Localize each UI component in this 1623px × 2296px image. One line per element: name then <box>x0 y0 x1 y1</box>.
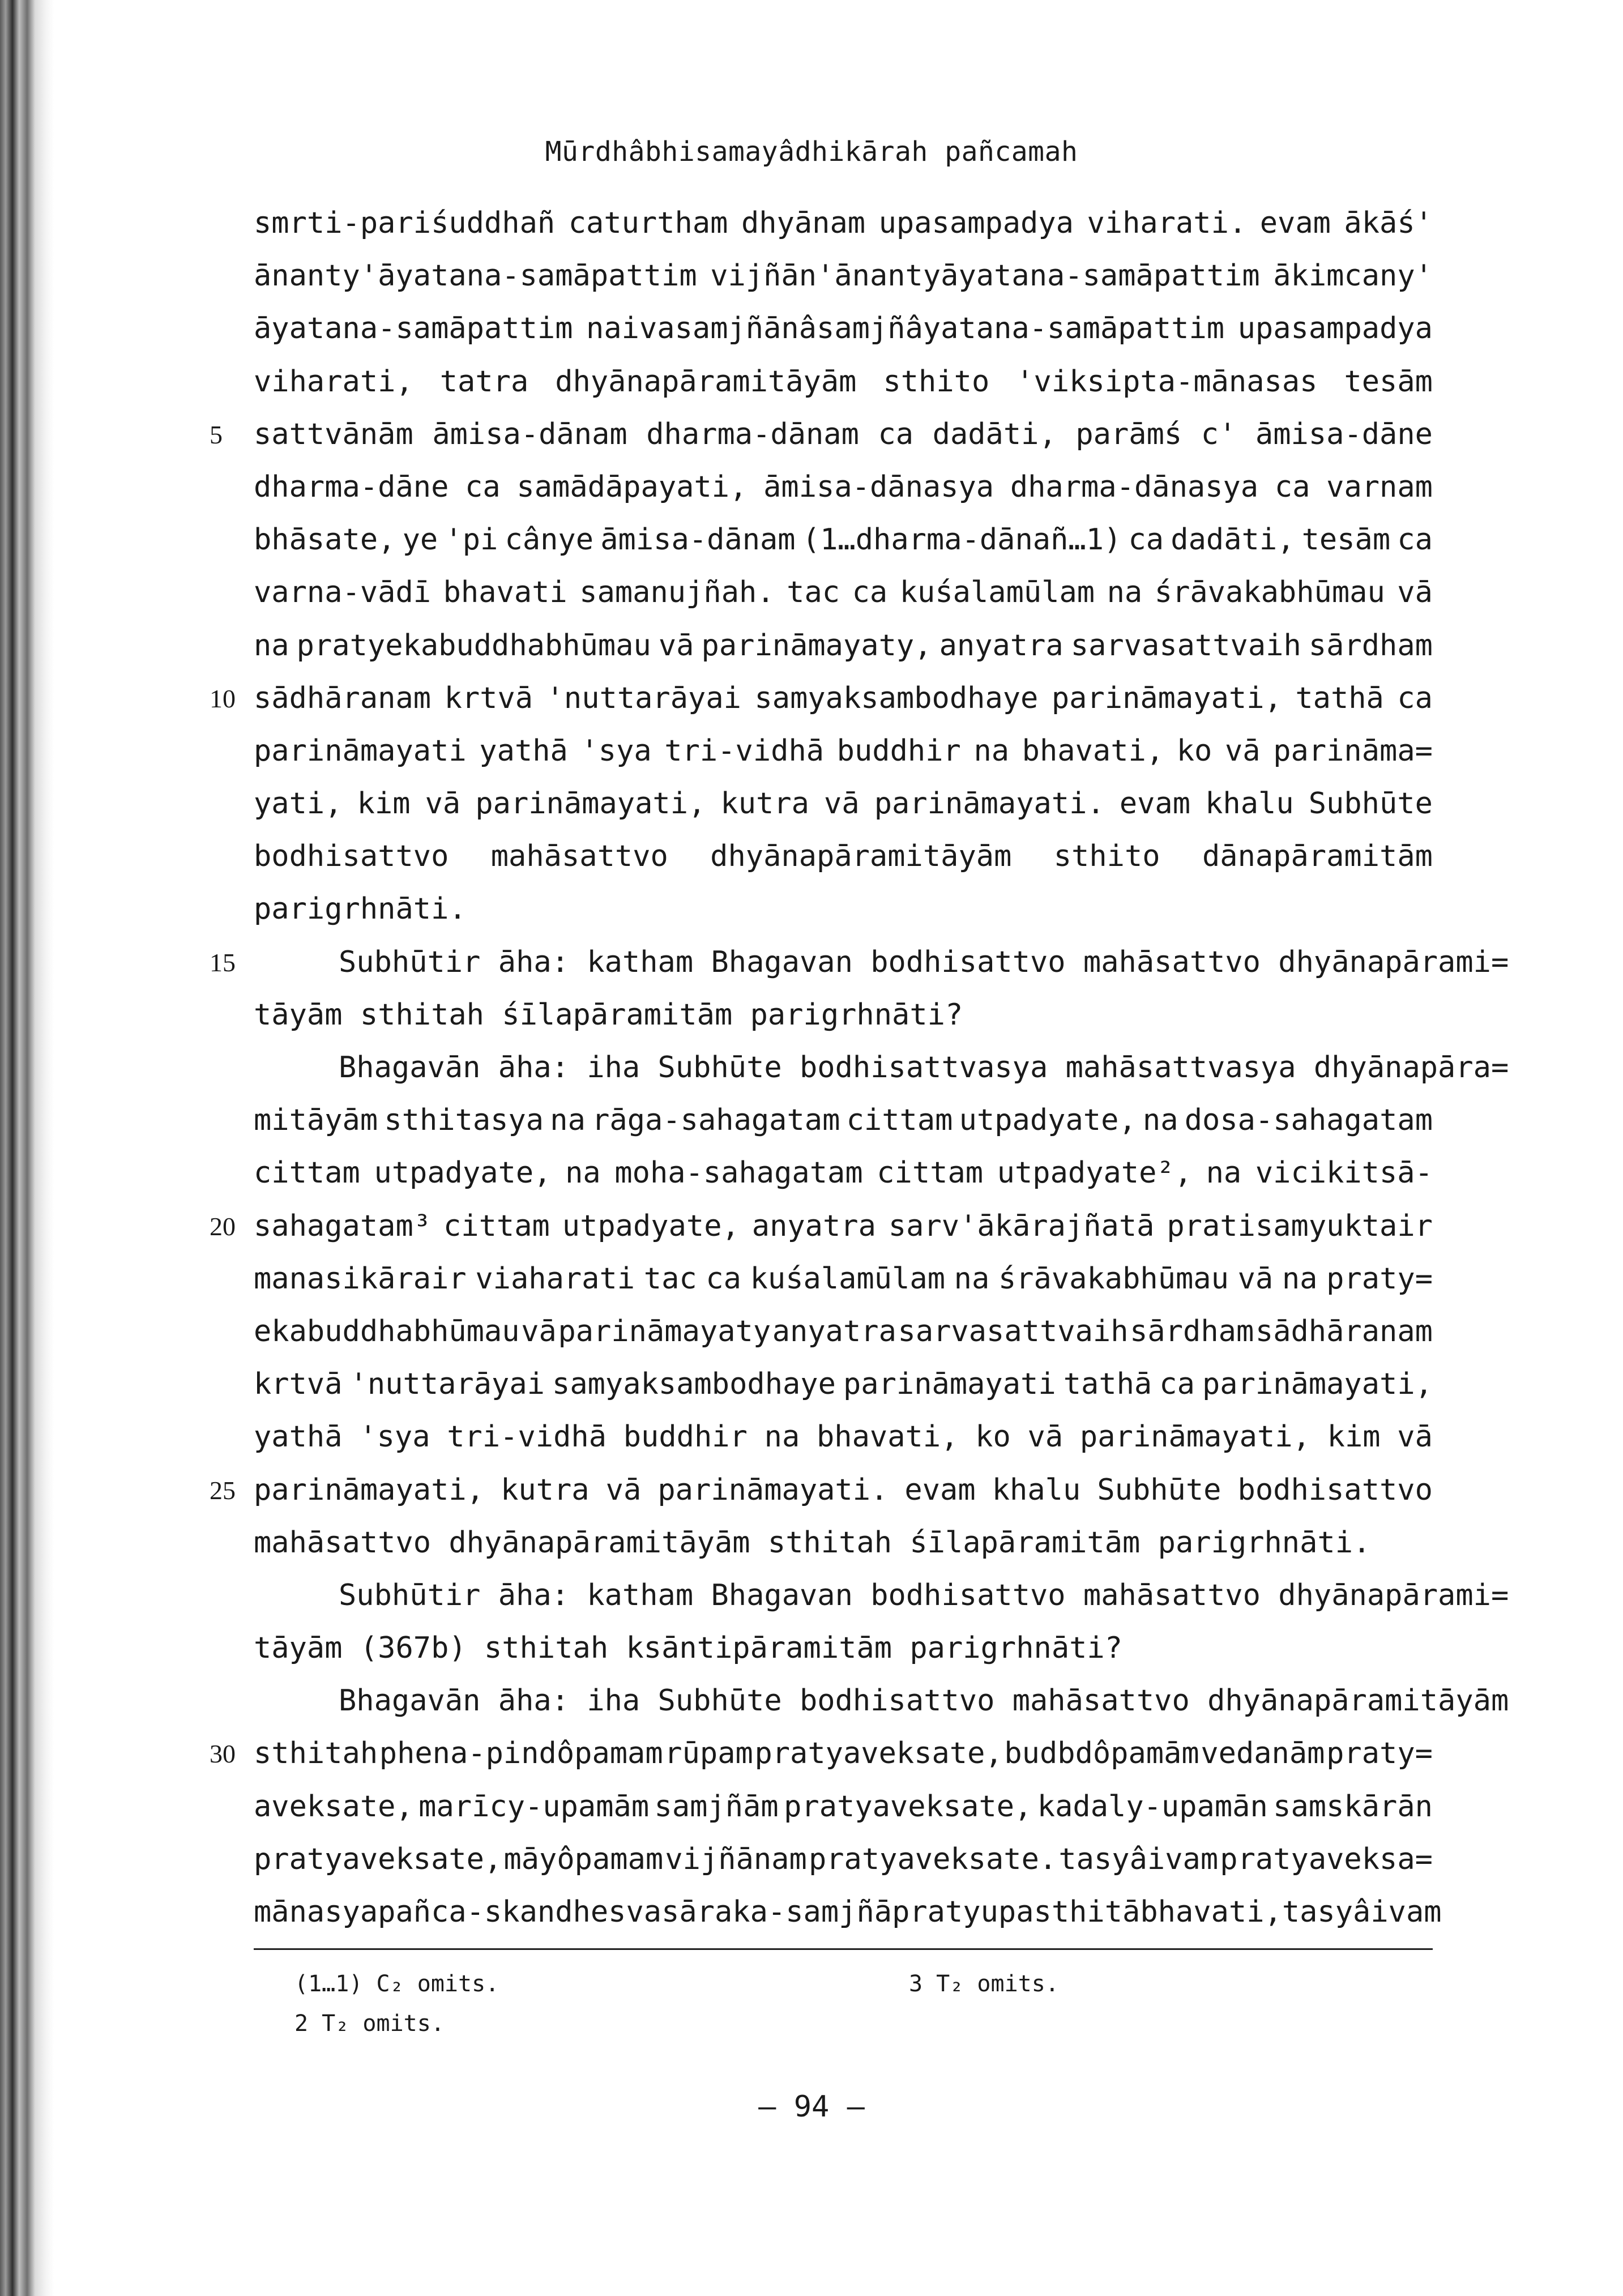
word: vijñān'ānantyāyatana-samāpattim <box>710 259 1260 293</box>
word: parigrhnāti. <box>1158 1525 1371 1560</box>
word: iha <box>587 1684 658 1718</box>
word: Subhūte <box>1097 1473 1221 1507</box>
word: dosa-sahagatam <box>1184 1103 1433 1138</box>
word: samādāpayati, <box>516 470 748 504</box>
word: evam <box>904 1473 976 1507</box>
word: māyôpamam <box>503 1842 664 1876</box>
word: phena-pindôpamam <box>379 1736 663 1771</box>
text-line <box>254 620 1433 672</box>
text-line <box>254 250 1433 302</box>
word: parigrhnāti? <box>909 1631 1123 1666</box>
word: vā <box>824 787 860 821</box>
text-line <box>254 883 1433 936</box>
word: sthitah <box>254 1736 378 1771</box>
body-text <box>210 197 1509 1939</box>
word: ca <box>706 1261 741 1296</box>
word: āyatana-samāpattim <box>254 311 573 346</box>
word: tac <box>643 1261 697 1296</box>
word: vā <box>1224 733 1261 768</box>
footnote-row <box>294 2004 1314 2043</box>
word: utpadyate, <box>959 1103 1137 1138</box>
word: pratyaveksate. <box>808 1842 1057 1876</box>
word: pratyaveksa= <box>1220 1842 1433 1876</box>
word: śrāvakabhūmau <box>998 1261 1229 1296</box>
word: mānasya <box>254 1895 378 1929</box>
word: manasikārair <box>254 1261 467 1296</box>
word: āha: <box>498 1684 587 1718</box>
word: Subhūtir <box>339 945 498 979</box>
word: Subhūte <box>657 1051 800 1085</box>
word: ksāntipāramitām <box>626 1631 910 1666</box>
word: evam <box>1259 206 1331 240</box>
word: pratyupasthitā <box>892 1895 1141 1929</box>
word: dhyānapāramitāyām <box>449 1525 768 1560</box>
word: Subhūte <box>1308 787 1433 821</box>
word: sthitah <box>360 997 502 1032</box>
word: c' <box>1201 417 1237 451</box>
word: sādhāranam <box>254 681 432 715</box>
text-line <box>254 1886 1442 1939</box>
word: tri-vidhā <box>447 1420 607 1454</box>
word: na <box>565 1156 601 1190</box>
word: pratyaveksate, <box>254 1842 502 1876</box>
text-line <box>254 1253 1433 1305</box>
word: ekabuddhabhūmau <box>254 1314 520 1348</box>
text-line <box>254 461 1433 514</box>
word: pratisamyuktair <box>1167 1209 1433 1243</box>
word: parināmayati, <box>1051 681 1282 715</box>
word: parigrhnāti. <box>254 892 467 927</box>
word: dharma-dānam <box>646 417 859 451</box>
word: 'nuttarāyai <box>349 1367 545 1402</box>
word: naivasamjñānâsamjñâyatana-samāpattim <box>586 311 1225 346</box>
word: pratyekabuddhabhūmau <box>296 628 651 663</box>
word: yathā <box>479 733 568 768</box>
word: sthitah <box>484 1631 626 1666</box>
word: bodhisattvo <box>254 839 449 874</box>
word: Bhagavān <box>339 1051 498 1085</box>
word: parināmayati, <box>1079 1420 1310 1454</box>
text-line <box>254 778 1433 830</box>
word: na <box>1282 1261 1318 1296</box>
text-line <box>254 1042 1509 1094</box>
word: krtvā <box>444 681 533 715</box>
word: na <box>973 733 1010 768</box>
word: rāga-sahagatam <box>592 1103 840 1138</box>
word: tasyâivam <box>1058 1842 1219 1876</box>
word: khalu <box>992 1473 1081 1507</box>
text-line <box>254 1781 1433 1833</box>
word: na <box>254 628 289 663</box>
word: samyaksambodhaye <box>754 681 1039 715</box>
text-line <box>254 1147 1433 1200</box>
text-line <box>254 1517 1433 1569</box>
word: anyatra <box>939 628 1064 663</box>
word: Bhagavan <box>711 945 871 979</box>
word: na <box>1206 1156 1242 1190</box>
word: utpadyate, <box>374 1156 552 1190</box>
word: vā <box>521 1314 557 1348</box>
text-line <box>254 1411 1433 1463</box>
word: ye <box>402 523 438 557</box>
word: bodhisattvo <box>870 1578 1083 1612</box>
word: upasampadya <box>878 206 1074 240</box>
text-line <box>210 936 1509 989</box>
word: na <box>1142 1103 1178 1138</box>
word: vā <box>1027 1420 1064 1454</box>
text-line <box>254 1094 1433 1147</box>
word: dhyānapāramitāyām <box>710 839 1012 874</box>
word: śīlapāramitām <box>909 1525 1158 1560</box>
word: na <box>1107 575 1143 610</box>
word: āmisa-dānam <box>600 523 796 557</box>
word: parināmayati, <box>254 1473 484 1507</box>
word: āha: <box>498 945 587 979</box>
line-number: 20 <box>210 1211 236 1241</box>
word: parāmś <box>1075 417 1182 451</box>
word: pañca-skandhesv <box>378 1895 644 1929</box>
word: śrāvakabhūmau <box>1154 575 1385 610</box>
word: vā <box>1397 575 1433 610</box>
word: asāraka-samjñā <box>643 1895 892 1929</box>
word: parigrhnāti? <box>750 997 963 1032</box>
word: evam <box>1119 787 1191 821</box>
word: cittam <box>846 1103 953 1138</box>
word: utpadyate, <box>562 1209 740 1243</box>
word: dadāti, <box>932 417 1057 451</box>
word: vicikitsā- <box>1255 1156 1433 1190</box>
word: ca <box>1274 470 1310 504</box>
word: parināmayati. <box>657 1473 889 1507</box>
text-line <box>254 1569 1509 1622</box>
footnote-rule <box>254 1948 1433 1950</box>
word: parināmayaty <box>558 1314 771 1348</box>
page-number: — 94 — <box>758 2090 865 2124</box>
word: tāyām <box>254 997 360 1032</box>
word: vā <box>425 787 461 821</box>
word: tatra <box>439 364 529 399</box>
word: 'viksipta-mānasas <box>1016 364 1318 399</box>
footnote-1: (1…1) C₂ omits. <box>294 1971 499 1997</box>
word: parināma= <box>1273 733 1433 768</box>
word: ca <box>1128 523 1164 557</box>
word: bodhisattvo <box>1237 1473 1433 1507</box>
word: kutra <box>501 1473 590 1507</box>
line-number: 5 <box>210 420 223 449</box>
word: Subhūte <box>657 1684 800 1718</box>
word: dharma-dāne <box>254 470 449 504</box>
word: ko <box>975 1420 1011 1454</box>
word: pratyaveksate, <box>754 1736 1003 1771</box>
word: sādhāranam <box>1255 1314 1433 1348</box>
word: bhavati, <box>817 1420 959 1454</box>
footnotes <box>294 1964 1314 2043</box>
book-binding-edge <box>0 0 54 2296</box>
word: sthitasya <box>384 1103 544 1138</box>
word: ca <box>1159 1367 1195 1402</box>
word: 'sya <box>580 733 652 768</box>
word: mahāsattvo <box>1012 1684 1208 1718</box>
footnote-3: 3 T₂ omits. <box>909 1971 1059 1997</box>
word: kim <box>357 787 411 821</box>
word: utpadyate², <box>997 1156 1193 1190</box>
word: viharati, <box>254 364 413 399</box>
word: mahāsattvo <box>490 839 668 874</box>
word: dhyānapārami= <box>1278 945 1509 979</box>
word: (367b) <box>360 1631 484 1666</box>
word: marīcy-upamām <box>418 1789 650 1824</box>
word: sthitah <box>767 1525 910 1560</box>
word: ānanty'āyatana-samāpattim <box>254 259 697 293</box>
word: budbdôpamām <box>1004 1736 1199 1771</box>
word: mahāsattvasya <box>1065 1051 1314 1085</box>
word: kuśalamūlam <box>750 1261 945 1296</box>
word: ca <box>1397 681 1433 715</box>
text-line <box>254 1358 1433 1411</box>
page-header: Mūrdhâbhisamayâdhikārah pañcamah <box>545 136 1078 168</box>
word: āha: <box>498 1051 587 1085</box>
word: Bhagavan <box>711 1578 871 1612</box>
word: dharma-dānasya <box>1010 470 1259 504</box>
word: krtvā <box>254 1367 343 1402</box>
word: samjñām <box>654 1789 779 1824</box>
word: parināmayati. <box>874 787 1105 821</box>
word: āmisa-dāne <box>1255 417 1433 451</box>
word: sattvānām <box>254 417 413 451</box>
word: moha-sahagatam <box>614 1156 863 1190</box>
word: sārdham <box>1130 1314 1254 1348</box>
word: vā <box>605 1473 642 1507</box>
line-number: 30 <box>210 1739 236 1769</box>
word: vā <box>658 628 694 663</box>
word: tri-vidhā <box>664 733 825 768</box>
word: ca <box>852 575 888 610</box>
word: cittam <box>254 1156 360 1190</box>
word: varnam <box>1326 470 1433 504</box>
word: ca <box>465 470 501 504</box>
word: samyaksambodhaye <box>552 1367 836 1402</box>
word: dhyānapāramitāyām <box>1207 1684 1509 1718</box>
word: bodhisattvo <box>870 945 1083 979</box>
word: Bhagavān <box>339 1684 498 1718</box>
word: iha <box>587 1051 658 1085</box>
text-line <box>254 1675 1509 1727</box>
word: parināmayati, <box>1202 1367 1433 1402</box>
word: dānapāramitām <box>1202 839 1433 874</box>
word: ca <box>878 417 914 451</box>
word: khalu <box>1205 787 1294 821</box>
word: smrti-pariśuddhañ <box>254 206 556 240</box>
text-line <box>254 1305 1433 1358</box>
word: ākimcany' <box>1273 259 1433 293</box>
word: kutra <box>720 787 809 821</box>
word: dhyānapāramitāyām <box>555 364 857 399</box>
word: āmisa-dānasya <box>763 470 994 504</box>
word: cânye <box>505 523 594 557</box>
text-line <box>210 408 1433 461</box>
word: 'nuttarāyai <box>546 681 741 715</box>
word: tāyām <box>254 1631 360 1666</box>
word: vedanām <box>1201 1736 1325 1771</box>
word: parināmayati <box>254 733 467 768</box>
word: tathā <box>1063 1367 1152 1402</box>
word: samanujñah. <box>579 575 775 610</box>
word: dhyānapārami= <box>1278 1578 1509 1612</box>
word: bhavati, <box>1022 733 1164 768</box>
word: na <box>764 1420 800 1454</box>
word: viharati. <box>1087 206 1247 240</box>
word: 'pi <box>445 523 498 557</box>
word: dadāti, <box>1171 523 1295 557</box>
word: sarv'ākārajñatā <box>888 1209 1155 1243</box>
word: dhyānapāra= <box>1313 1051 1509 1085</box>
word: cittam <box>877 1156 984 1190</box>
text-line <box>254 1622 1433 1675</box>
word: śīlapāramitām <box>502 997 750 1032</box>
word: praty= <box>1326 1736 1433 1771</box>
word: bhāsate, <box>254 523 396 557</box>
text-line <box>254 725 1433 778</box>
word: ca <box>1397 523 1433 557</box>
word: kadaly-upamān <box>1037 1789 1268 1824</box>
line-number: 15 <box>210 948 236 977</box>
word: buddhir <box>836 733 961 768</box>
text-line <box>210 672 1433 725</box>
word: aveksate, <box>254 1789 413 1824</box>
word: yathā <box>254 1420 343 1454</box>
word: bhavati <box>443 575 567 610</box>
word: tathā <box>1295 681 1384 715</box>
word: sthito <box>883 364 990 399</box>
word: (1…dharma-dānañ…1) <box>802 523 1122 557</box>
text-line <box>254 1833 1433 1886</box>
word: 'sya <box>359 1420 430 1454</box>
text-line <box>254 989 1433 1042</box>
word: buddhir <box>623 1420 748 1454</box>
word: dhyānam <box>741 206 866 240</box>
text-line <box>254 197 1433 250</box>
word: kuśalamūlam <box>899 575 1095 610</box>
text-line <box>254 830 1433 883</box>
word: kim <box>1327 1420 1381 1454</box>
text-line <box>210 1200 1433 1253</box>
word: bodhisattvo <box>800 1684 1013 1718</box>
word: sarvasattvaih <box>1070 628 1301 663</box>
word: upasampadya <box>1237 311 1433 346</box>
text-line <box>210 1727 1433 1780</box>
word: mitāyām <box>254 1103 378 1138</box>
word: yati, <box>254 787 343 821</box>
word: katham <box>587 945 711 979</box>
word: mahāsattvo <box>1083 1578 1279 1612</box>
text-line <box>210 1464 1433 1517</box>
word: anyatra <box>751 1209 876 1243</box>
word: caturtham <box>568 206 728 240</box>
word: sahagatam³ <box>254 1209 432 1243</box>
word: mahāsattvo <box>1083 945 1279 979</box>
word: parināmayati <box>843 1367 1056 1402</box>
text-line <box>254 356 1433 408</box>
word: bodhisattvasya <box>800 1051 1066 1085</box>
word: viaharati <box>475 1261 635 1296</box>
word: katham <box>587 1578 711 1612</box>
word: mahāsattvo <box>254 1525 449 1560</box>
word: praty= <box>1326 1261 1433 1296</box>
word: tesām <box>1301 523 1391 557</box>
word: cittam <box>443 1209 550 1243</box>
word: parināmayati, <box>475 787 706 821</box>
word: sarvasattvaih <box>898 1314 1129 1348</box>
word: rūpam <box>664 1736 753 1771</box>
line-number: 25 <box>210 1475 236 1505</box>
word: āha: <box>498 1578 587 1612</box>
word: varna-vādī <box>254 575 432 610</box>
text-line <box>254 302 1433 355</box>
word: tac <box>787 575 840 610</box>
footnote-row <box>294 1964 1314 2004</box>
word: pratyaveksate, <box>784 1789 1032 1824</box>
word: vā <box>1397 1420 1433 1454</box>
word: āmisa-dānam <box>432 417 627 451</box>
word: sthito <box>1053 839 1160 874</box>
word: samskārān <box>1273 1789 1433 1824</box>
word: tesām <box>1344 364 1433 399</box>
word: vā <box>1237 1261 1274 1296</box>
word: na <box>550 1103 586 1138</box>
word: ākāś' <box>1344 206 1433 240</box>
word: bhavati, <box>1140 1895 1282 1929</box>
word: sārdham <box>1308 628 1433 663</box>
text-line <box>254 514 1433 566</box>
word: vijñānam <box>665 1842 807 1876</box>
word: Subhūtir <box>339 1578 498 1612</box>
word: ko <box>1176 733 1212 768</box>
word: tasyâivam <box>1282 1895 1442 1929</box>
footnote-2: 2 T₂ omits. <box>294 2011 445 2037</box>
word: parināmayaty, <box>701 628 932 663</box>
word: na <box>954 1261 990 1296</box>
text-line <box>254 566 1433 619</box>
word: anyatra <box>772 1314 896 1348</box>
line-number: 10 <box>210 684 236 713</box>
